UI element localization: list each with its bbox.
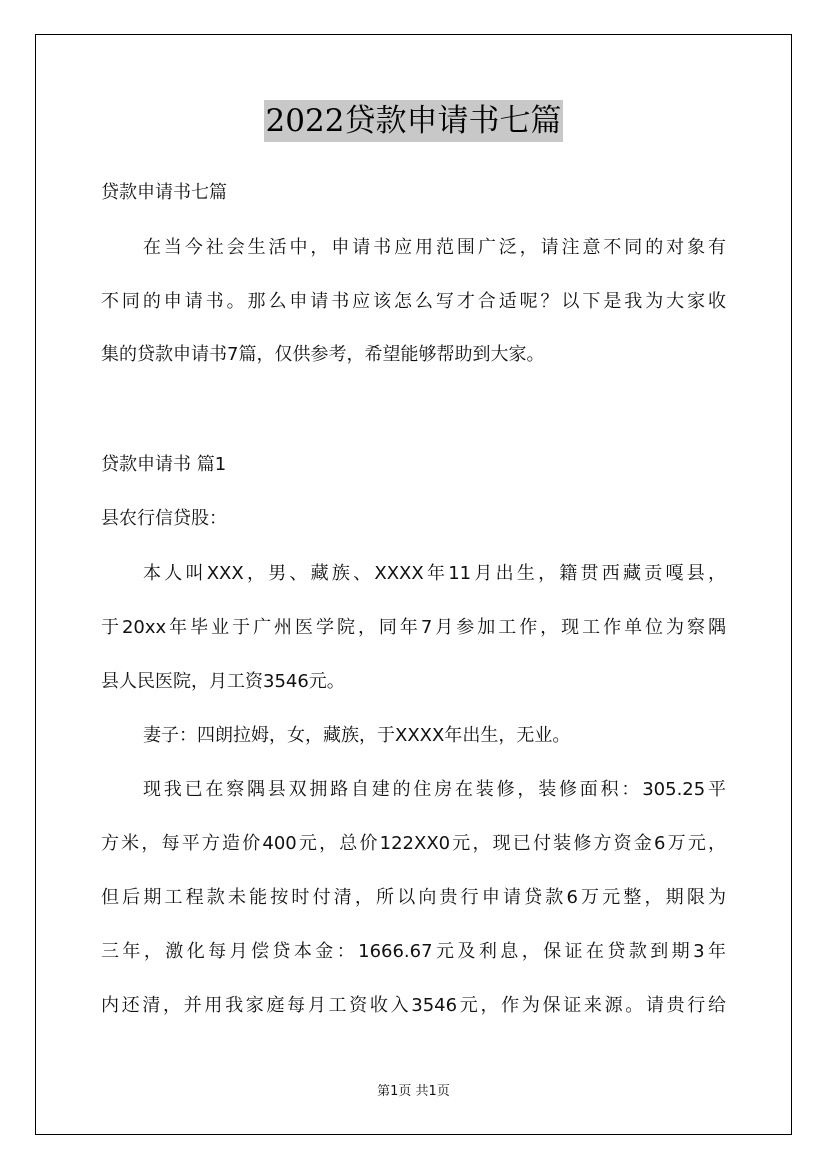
para3-line-2: 方米，每平方造价400元，总价122XX0元，现已付装修方资金6万元， xyxy=(101,833,726,854)
para1-line-2: 于20xx年毕业于广州医学院，同年7月参加工作，现工作单位为察隅 xyxy=(101,617,726,638)
para2-line-1: 妻子：四朗拉姆，女，藏族，于XXXX年出生，无业。 xyxy=(143,725,571,746)
section-heading: 贷款申请书 篇1 xyxy=(101,454,227,475)
document-title: 2022贷款申请书七篇 xyxy=(264,100,564,142)
intro-line-2: 不同的申请书。那么申请书应该怎么写才合适呢？以下是我为大家收 xyxy=(101,291,726,312)
para3-line-3: 但后期工程款未能按时付清，所以向贵行申请贷款6万元整，期限为 xyxy=(101,887,726,908)
salutation: 县农行信贷股： xyxy=(101,508,227,529)
para3-line-5: 内还清，并用我家庭每月工资收入3546元，作为保证来源。请贵行给 xyxy=(101,995,726,1016)
title-container xyxy=(0,100,827,142)
subtitle: 贷款申请书七篇 xyxy=(101,182,227,203)
para3-line-4: 三年，激化每月偿贷本金：1666.67元及利息，保证在贷款到期3年 xyxy=(101,941,726,962)
para3-line-1: 现我已在察隅县双拥路自建的住房在装修，装修面积：305.25平 xyxy=(143,779,726,800)
page-number-footer: 第1页 共1页 xyxy=(377,1084,450,1099)
para1-line-1: 本人叫XXX，男、藏族、XXXX年11月出生，籍贯西藏贡嘎县， xyxy=(143,563,726,584)
intro-line-1: 在当今社会生活中，申请书应用范围广泛，请注意不同的对象有 xyxy=(143,237,726,258)
para1-line-3: 县人民医院，月工资3546元。 xyxy=(101,671,345,692)
intro-line-3: 集的贷款申请书7篇，仅供参考，希望能够帮助到大家。 xyxy=(101,344,545,365)
